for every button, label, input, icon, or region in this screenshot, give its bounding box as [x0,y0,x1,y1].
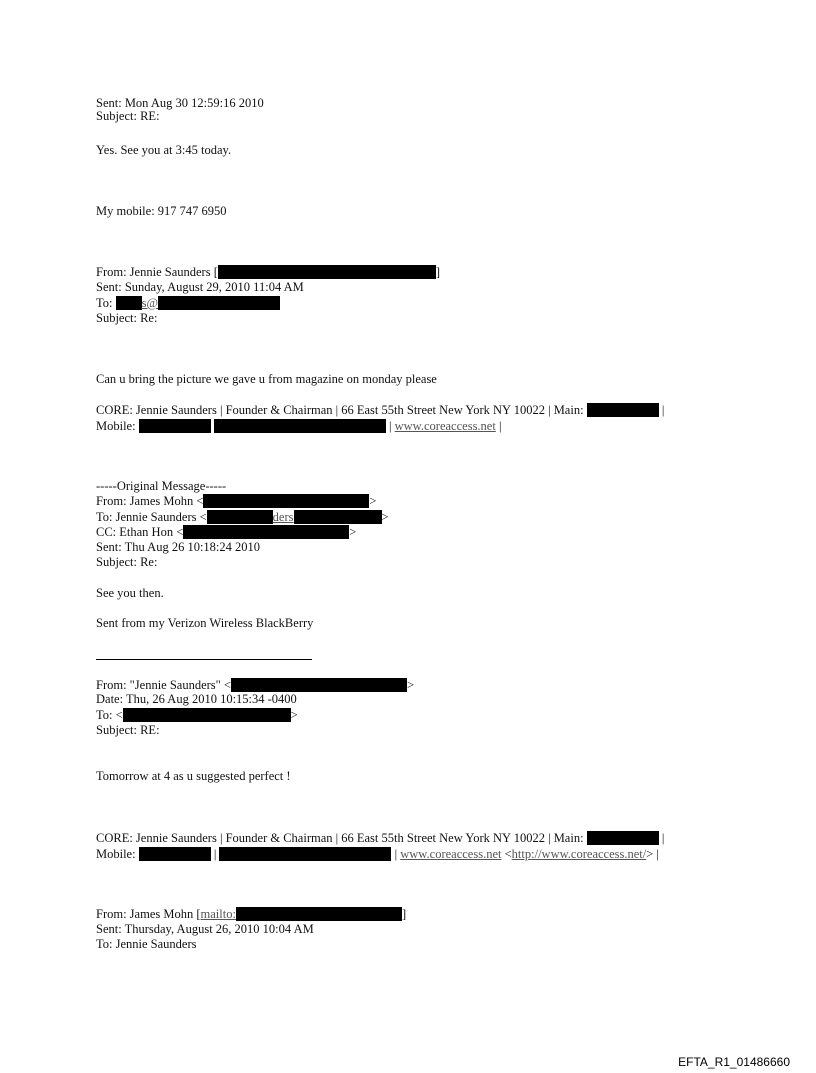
redaction-box [139,419,211,433]
bracket-close: ] [435,265,441,279]
from-label: From: James Mohn < [96,494,204,508]
sent-line: Sent: Thu Aug 26 10:18:24 2010 [96,540,261,554]
original-message-header: -----Original Message----- [96,479,227,493]
to-label: To: Jennie Saunders < [96,510,207,524]
message-body: Tomorrow at 4 as u suggested perfect ! [96,769,291,783]
angle-open: < [501,847,512,861]
website-link[interactable]: www.coreaccess.net [400,847,502,861]
divider-line [96,659,312,660]
website-link[interactable]: www.coreaccess.net [394,419,496,433]
from-line [96,494,376,508]
mobile-label: Mobile: [96,847,136,861]
device-signature: Sent from my Verizon Wireless BlackBerry [96,616,314,630]
signature-line [96,831,664,845]
to-label: To: [96,296,116,310]
from-line [96,678,414,692]
to-line [96,510,389,524]
from-label: From: Jennie Saunders [ [96,265,218,279]
email-fragment[interactable]: s@ [141,296,159,310]
redaction-box [587,831,659,845]
angle-close: > [381,510,389,524]
separator: | [661,831,665,845]
separator: | [385,419,395,433]
redaction-box [231,678,407,692]
from-line [96,907,406,921]
to-label: To: < [96,708,123,722]
message-body: Yes. See you at 3:45 today. [96,143,232,157]
to-line [96,708,298,722]
redaction-box [218,265,436,279]
cc-label: CC: Ethan Hon < [96,525,184,539]
redaction-box [219,847,391,861]
from-label: From: James Mohn [ [96,907,201,921]
angle-close: > [290,708,298,722]
redaction-box [183,525,349,539]
redaction-box [123,708,291,722]
subject-line: Subject: RE: [96,723,160,737]
message-body: See you then. [96,586,164,600]
redaction-box [294,510,382,524]
redaction-box [139,847,211,861]
signature-line [96,403,664,417]
from-label: From: "Jennie Saunders" < [96,678,231,692]
redaction-box [236,907,402,921]
website-url-link[interactable]: http://www.coreaccess.net/ [511,847,647,861]
document-id: EFTA_R1_01486660 [678,1055,790,1069]
redaction-box [203,494,369,508]
separator: | [495,419,502,433]
sent-line: Sent: Mon Aug 30 12:59:16 2010 [96,96,264,110]
redaction-box [116,296,142,310]
subject-line: Subject: Re: [96,311,158,325]
signature-mobile-line [96,847,659,861]
redaction-box [158,296,280,310]
mailto-link[interactable]: mailto: [200,907,236,921]
mobile-line: My mobile: 917 747 6950 [96,204,227,218]
redaction-box [214,419,386,433]
signature-text: CORE: Jennie Saunders | Founder & Chairman | 66 East 55th Street New York NY 10022 | Main: [96,403,584,417]
subject-line: Subject: Re: [96,555,158,569]
signature-mobile-line [96,419,501,433]
to-line: To: Jennie Saunders [96,937,197,951]
from-line [96,265,440,279]
separator: | [210,847,217,861]
separator: | [661,403,665,417]
angle-close: > [369,494,377,508]
mobile-label: Mobile: [96,419,136,433]
separator: | [391,847,401,861]
date-line: Date: Thu, 26 Aug 2010 10:15:34 -0400 [96,692,297,706]
sent-line: Sent: Sunday, August 29, 2010 11:04 AM [96,280,304,294]
to-line [96,296,280,310]
separator: > | [646,847,659,861]
message-body: Can u bring the picture we gave u from magazine on monday please [96,372,437,386]
subject-line: Subject: RE: [96,109,160,123]
redaction-box [587,403,659,417]
bracket-close: ] [401,907,407,921]
redaction-box [207,510,273,524]
angle-close: > [349,525,357,539]
signature-text: CORE: Jennie Saunders | Founder & Chairman | 66 East 55th Street New York NY 10022 | Main: [96,831,584,845]
sent-line: Sent: Thursday, August 26, 2010 10:04 AM [96,922,314,936]
angle-close: > [406,678,415,692]
cc-line [96,525,356,539]
email-fragment[interactable]: ders [272,510,294,524]
